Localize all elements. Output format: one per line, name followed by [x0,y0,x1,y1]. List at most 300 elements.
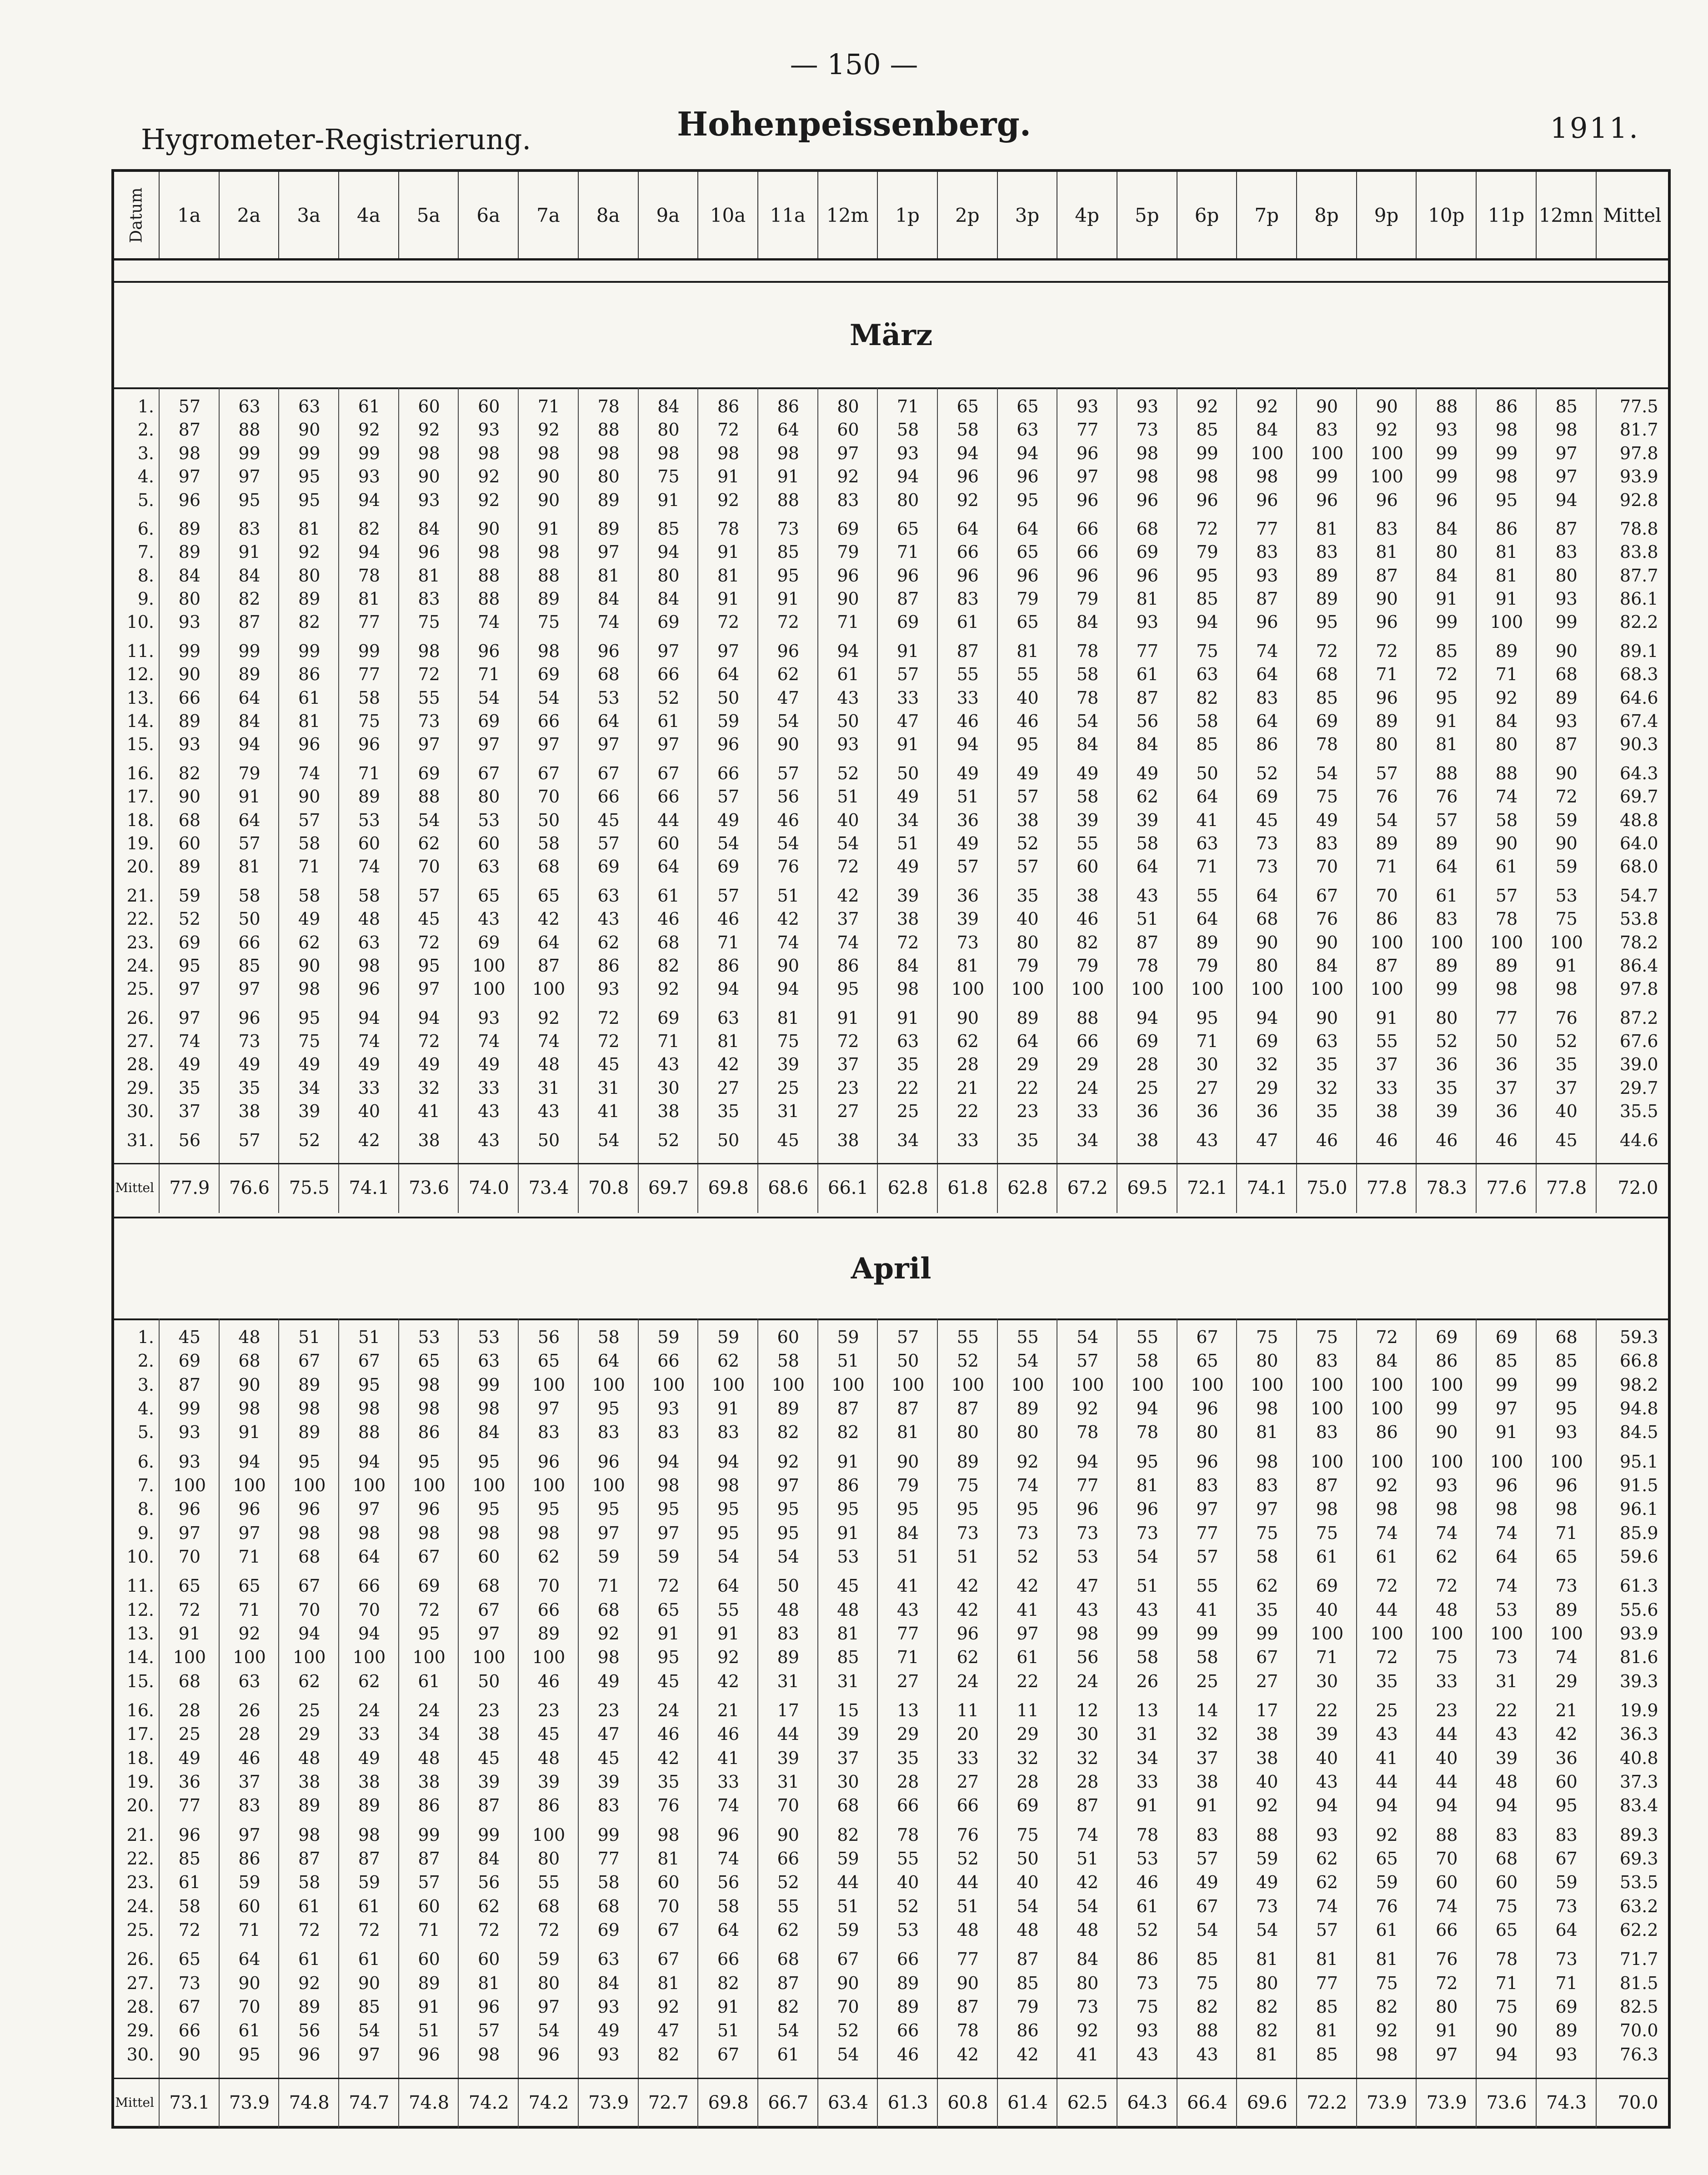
table-cell: 72 [777,612,799,632]
table-cell: 32 [1256,1054,1278,1075]
table-cell: 100 [352,1647,386,1668]
table-cell: 72 [837,1031,859,1052]
table-cell: 63 [358,932,381,952]
hourly-mean-cell: 73.9 [229,2092,270,2113]
table-cell: 91 [1376,1007,1398,1028]
table-cell: 100 [1550,1451,1583,1472]
table-cell: 49 [1076,763,1099,783]
table-cell: 55 [1017,1327,1039,1347]
table-cell: 64 [1136,857,1159,877]
table-cell: 36 [1555,1748,1578,1768]
table-cell: 94 [957,443,979,463]
table-cell: 32 [1196,1724,1218,1744]
daily-mean-cell: 68.0 [1619,857,1658,877]
table-cell: 55 [418,687,440,708]
table-cell: 100 [1011,1374,1044,1395]
daily-mean-cell: 95.1 [1619,1451,1658,1472]
table-row [114,1897,1665,1916]
table-cell: 69 [418,1576,440,1596]
table-cell: 35 [1017,1130,1039,1150]
table-cell: 65 [1196,1351,1218,1371]
table-cell: 45 [478,1748,500,1768]
table-cell: 46 [777,810,799,830]
table-cell: 83 [1436,909,1458,929]
table-cell: 28 [957,1054,979,1075]
table-cell: 42 [957,1576,979,1596]
table-cell: 68 [178,1671,201,1691]
table-cell: 75 [1017,1824,1039,1845]
table-cell: 75 [657,466,680,487]
hourly-mean-cell: 76.6 [229,1178,270,1198]
hourly-mean-cell: 69.8 [708,2092,749,2113]
table-cell: 70 [1376,885,1398,906]
daily-mean-cell: 54.7 [1619,885,1658,906]
table-cell: 58 [717,1896,740,1916]
table-cell: 86 [1017,2020,1039,2041]
hourly-mean-cell: 75.5 [289,1178,330,1198]
table-cell: 28 [1017,1772,1039,1792]
table-cell: 63 [597,885,620,906]
table-cell: 94 [1376,1795,1398,1816]
table-cell: 71 [1555,1973,1578,1993]
table-cell: 98 [298,1398,321,1418]
table-cell: 100 [412,1475,446,1495]
day-label: 4. [137,1398,154,1418]
table-cell: 94 [238,1451,260,1472]
table-cell: 11 [957,1700,979,1720]
table-cell: 88 [1076,1007,1099,1028]
table-cell: 99 [1436,979,1458,999]
table-cell: 63 [1196,664,1218,685]
day-label: 24. [126,1896,154,1916]
table-cell: 81 [298,711,321,732]
table-cell: 98 [298,1824,321,1845]
table-cell: 65 [1017,542,1039,562]
table-cell: 100 [472,979,506,999]
table-cell: 82 [717,1973,740,1993]
table-cell: 51 [837,1351,859,1371]
table-cell: 53 [597,687,620,708]
table-cell: 74 [478,612,500,632]
table-cell: 100 [472,1647,506,1668]
table-cell: 65 [1017,396,1039,416]
header-hour-7a: 7a [519,172,579,258]
table-cell: 82 [1196,1997,1218,2017]
table-cell: 88 [1436,396,1458,416]
table-cell: 75 [957,1475,979,1495]
table-cell: 87 [957,1997,979,2017]
table-cell: 48 [537,1748,560,1768]
table-cell: 67 [1256,1647,1278,1668]
table-cell: 26 [238,1700,260,1720]
table-cell: 89 [178,711,201,732]
table-cell: 41 [717,1748,740,1768]
table-cell: 73 [957,1523,979,1543]
table-cell: 60 [657,1872,680,1893]
table-cell: 90 [1376,396,1398,416]
table-cell: 23 [1436,1700,1458,1720]
table-cell: 40 [358,1101,381,1122]
table-cell: 91 [178,1624,201,1644]
table-cell: 83 [238,518,260,539]
table-cell: 27 [1196,1077,1218,1098]
table-cell: 77 [957,1949,979,1970]
table-cell: 76 [1376,787,1398,807]
hourly-mean-cell: 69.5 [1127,1178,1168,1198]
table-cell: 78 [1076,641,1099,661]
header-hour-2p: 2p [938,172,998,258]
table-cell: 97 [238,979,260,999]
table-cell: 92 [597,1624,620,1644]
table-cell: 30 [1316,1671,1338,1691]
table-cell: 43 [1196,2044,1218,2065]
table-cell: 75 [418,612,440,632]
table-cell: 74 [717,1849,740,1869]
table-cell: 95 [717,1499,740,1519]
table-cell: 100 [1370,1451,1403,1472]
table-cell: 98 [1076,1624,1099,1644]
table-cell: 54 [837,2044,859,2065]
table-cell: 54 [777,711,799,732]
table-cell: 79 [1017,955,1039,976]
table-cell: 100 [1370,1624,1403,1644]
table-cell: 81 [957,955,979,976]
table-cell: 25 [1376,1700,1398,1720]
hourly-mean-cell: 62.5 [1067,2092,1108,2113]
daily-mean-cell: 93.9 [1619,1624,1658,1644]
table-cell: 83 [657,1422,680,1443]
table-cell: 89 [298,1997,321,2017]
hourly-mean-cell: 74.8 [409,2092,450,2113]
table-cell: 71 [897,1647,919,1668]
day-label: 28. [126,1997,154,2017]
table-cell: 91 [717,1398,740,1418]
table-cell: 98 [1555,979,1578,999]
table-cell: 69 [657,1007,680,1028]
daily-mean-cell: 83.4 [1619,1795,1658,1816]
table-cell: 44 [957,1872,979,1893]
table-cell: 77 [1256,518,1278,539]
table-cell: 29 [1256,1077,1278,1098]
table-cell: 100 [1430,932,1463,952]
table-cell: 96 [537,1451,560,1472]
table-cell: 81 [1495,542,1518,562]
table-cell: 82 [1196,687,1218,708]
table-cell: 48 [418,1748,440,1768]
table-cell: 90 [298,955,321,976]
table-cell: 47 [777,687,799,708]
table-cell: 99 [1256,1624,1278,1644]
table-cell: 54 [1196,1920,1218,1940]
hourly-mean-cell: 74.8 [289,2092,330,2113]
hourly-mean-cell: 62.8 [1007,1178,1048,1198]
table-cell: 79 [837,542,859,562]
table-cell: 80 [1017,1422,1039,1443]
daily-mean-cell: 81.6 [1619,1647,1658,1668]
table-cell: 54 [717,833,740,853]
table-cell: 98 [1555,420,1578,440]
table-cell: 95 [537,1499,560,1519]
table-cell: 57 [1495,885,1518,906]
table-cell: 62 [777,1920,799,1940]
table-cell: 95 [837,979,859,999]
table-cell: 81 [418,565,440,586]
day-label: 4. [137,466,154,487]
table-cell: 77 [358,612,381,632]
table-cell: 23 [537,1700,560,1720]
table-cell: 84 [238,565,260,586]
table-cell: 93 [597,979,620,999]
table-cell: 85 [1017,1973,1039,1993]
table-cell: 96 [597,641,620,661]
table-row [114,1974,1665,1993]
table-cell: 83 [1376,518,1398,539]
table-cell: 61 [358,1949,381,1970]
table-cell: 83 [1316,542,1338,562]
table-cell: 96 [777,641,799,661]
table-cell: 90 [478,518,500,539]
day-label: 28. [126,1054,154,1075]
table-cell: 54 [1076,1896,1099,1916]
table-cell: 54 [777,833,799,853]
table-cell: 62 [957,1647,979,1668]
table-cell: 74 [178,1031,201,1052]
table-cell: 78 [717,518,740,539]
table-cell: 89 [1316,589,1338,609]
day-label: 12. [126,1599,154,1620]
hourly-mean-cell: 61.8 [947,1178,988,1198]
hourly-mean-cell: 67.2 [1067,1178,1108,1198]
table-cell: 52 [957,1849,979,1869]
day-label: 7. [137,1475,154,1495]
table-cell: 99 [1555,1374,1578,1395]
table-cell: 87 [358,1849,381,1869]
table-cell: 35 [897,1748,919,1768]
table-cell: 69 [1436,1327,1458,1347]
table-cell: 95 [478,1499,500,1519]
table-cell: 94 [657,542,680,562]
table-cell: 57 [777,763,799,783]
table-cell: 32 [1017,1748,1039,1768]
day-label: 9. [137,1523,154,1543]
table-cell: 91 [717,542,740,562]
table-cell: 100 [1430,1624,1463,1644]
table-cell: 70 [298,1599,321,1620]
table-cell: 65 [537,1351,560,1371]
table-cell: 99 [1555,612,1578,632]
table-cell: 66 [1076,1031,1099,1052]
table-cell: 99 [178,1398,201,1418]
table-cell: 97 [1017,1624,1039,1644]
table-cell: 98 [597,1647,620,1668]
table-row [114,1648,1665,1667]
table-cell: 40 [1017,1872,1039,1893]
day-label: 7. [137,542,154,562]
table-cell: 74 [1316,1896,1338,1916]
day-label: 26. [126,1007,154,1028]
table-cell: 100 [1310,443,1344,463]
table-cell: 78 [957,2020,979,2041]
table-cell: 100 [1310,1398,1344,1418]
monthly-mean-row [114,1178,1665,1198]
table-cell: 59 [1256,1849,1278,1869]
table-cell: 93 [1436,420,1458,440]
table-cell: 46 [1436,1130,1458,1150]
table-cell: 82 [777,1422,799,1443]
table-cell: 95 [1196,565,1218,586]
table-cell: 74 [1495,1576,1518,1596]
table-cell: 45 [178,1327,201,1347]
table-cell: 76 [1376,1896,1398,1916]
table-cell: 93 [1136,612,1159,632]
table-cell: 84 [1436,565,1458,586]
table-cell: 81 [657,1849,680,1869]
daily-mean-cell: 63.2 [1619,1896,1658,1916]
table-cell: 85 [1436,641,1458,661]
table-cell: 66 [1076,518,1099,539]
table-cell: 60 [178,833,201,853]
table-cell: 72 [1436,1576,1458,1596]
table-cell: 80 [897,490,919,510]
table-cell: 67 [478,763,500,783]
table-cell: 36 [1495,1101,1518,1122]
table-cell: 96 [717,734,740,755]
table-cell: 54 [1256,1920,1278,1940]
table-cell: 80 [657,420,680,440]
table-cell: 91 [1136,1795,1159,1816]
table-cell: 71 [1555,1523,1578,1543]
table-cell: 86 [1256,734,1278,755]
table-cell: 52 [777,1872,799,1893]
table-cell: 100 [1490,932,1523,952]
table-cell: 60 [837,420,859,440]
table-cell: 46 [957,711,979,732]
table-cell: 36 [1136,1101,1159,1122]
table-cell: 72 [597,1007,620,1028]
table-cell: 95 [597,1398,620,1418]
table-cell: 91 [777,466,799,487]
table-cell: 92 [298,542,321,562]
table-cell: 43 [1495,1724,1518,1744]
daily-mean-cell: 96.1 [1619,1499,1658,1519]
table-cell: 50 [717,687,740,708]
table-cell: 97 [657,1523,680,1543]
table-cell: 94 [358,490,381,510]
march-data-grid [114,388,1668,1213]
hourly-mean-cell: 74.3 [1546,2092,1587,2113]
table-cell: 72 [418,664,440,685]
table-cell: 67 [537,763,560,783]
table-cell: 97 [1436,2044,1458,2065]
table-cell: 70 [537,1576,560,1596]
table-cell: 55 [717,1599,740,1620]
table-cell: 48 [1017,1920,1039,1940]
table-cell: 94 [837,641,859,661]
table-cell: 95 [657,1499,680,1519]
table-cell: 22 [1017,1077,1039,1098]
table-cell: 74 [1436,1896,1458,1916]
table-cell: 49 [1136,763,1159,783]
table-cell: 79 [1196,542,1218,562]
table-cell: 48 [537,1054,560,1075]
table-cell: 78 [1495,1949,1518,1970]
table-cell: 41 [418,1101,440,1122]
table-cell: 57 [597,833,620,853]
table-cell: 39 [597,1772,620,1792]
table-cell: 72 [1316,641,1338,661]
day-label: 11. [126,1576,154,1596]
table-cell: 100 [1250,1374,1284,1395]
table-cell: 84 [1076,1949,1099,1970]
table-cell: 84 [597,1973,620,1993]
header-hour-6a: 6a [459,172,519,258]
table-cell: 64 [1436,857,1458,877]
table-cell: 94 [717,979,740,999]
table-cell: 90 [897,1451,919,1472]
hourly-mean-cell: 60.8 [947,2092,988,2113]
table-cell: 40 [1017,909,1039,929]
table-cell: 59 [657,1327,680,1347]
table-cell: 84 [897,1523,919,1543]
table-cell: 96 [1196,1451,1218,1472]
table-cell: 38 [897,909,919,929]
table-cell: 89 [178,518,201,539]
table-cell: 39 [837,1724,859,1744]
table-cell: 84 [1376,1351,1398,1371]
day-label: 18. [126,810,154,830]
table-cell: 49 [717,810,740,830]
table-cell: 40 [1017,687,1039,708]
table-cell: 96 [1196,490,1218,510]
table-cell: 39 [777,1748,799,1768]
table-cell: 96 [418,542,440,562]
table-cell: 95 [418,955,440,976]
table-cell: 51 [837,787,859,807]
table-cell: 92 [1076,1398,1099,1418]
table-cell: 33 [957,1130,979,1150]
table-cell: 79 [1076,589,1099,609]
table-cell: 100 [532,1475,566,1495]
table-cell: 90 [298,787,321,807]
table-cell: 63 [597,1949,620,1970]
table-cell: 92 [837,466,859,487]
table-cell: 71 [238,1547,260,1567]
table-cell: 82 [837,1422,859,1443]
table-cell: 69 [1017,1795,1039,1816]
table-cell: 72 [1376,1576,1398,1596]
table-row [114,1524,1665,1543]
table-cell: 60 [478,833,500,853]
table-cell: 72 [178,1599,201,1620]
table-cell: 92 [1495,687,1518,708]
hourly-mean-cell: 66.1 [827,1178,868,1198]
daily-mean-cell: 59.3 [1619,1327,1658,1347]
table-cell: 86 [837,955,859,976]
table-cell: 94 [657,1451,680,1472]
table-cell: 34 [1076,1130,1099,1150]
day-label: 10. [126,612,154,632]
table-cell: 97 [537,734,560,755]
table-cell: 60 [418,396,440,416]
table-cell: 99 [298,443,321,463]
table-cell: 34 [418,1724,440,1744]
table-cell: 61 [957,612,979,632]
table-cell: 74 [1495,787,1518,807]
table-cell: 63 [897,1031,919,1052]
table-cell: 59 [1555,1872,1578,1893]
table-cell: 89 [597,490,620,510]
table-cell: 100 [1430,1374,1463,1395]
